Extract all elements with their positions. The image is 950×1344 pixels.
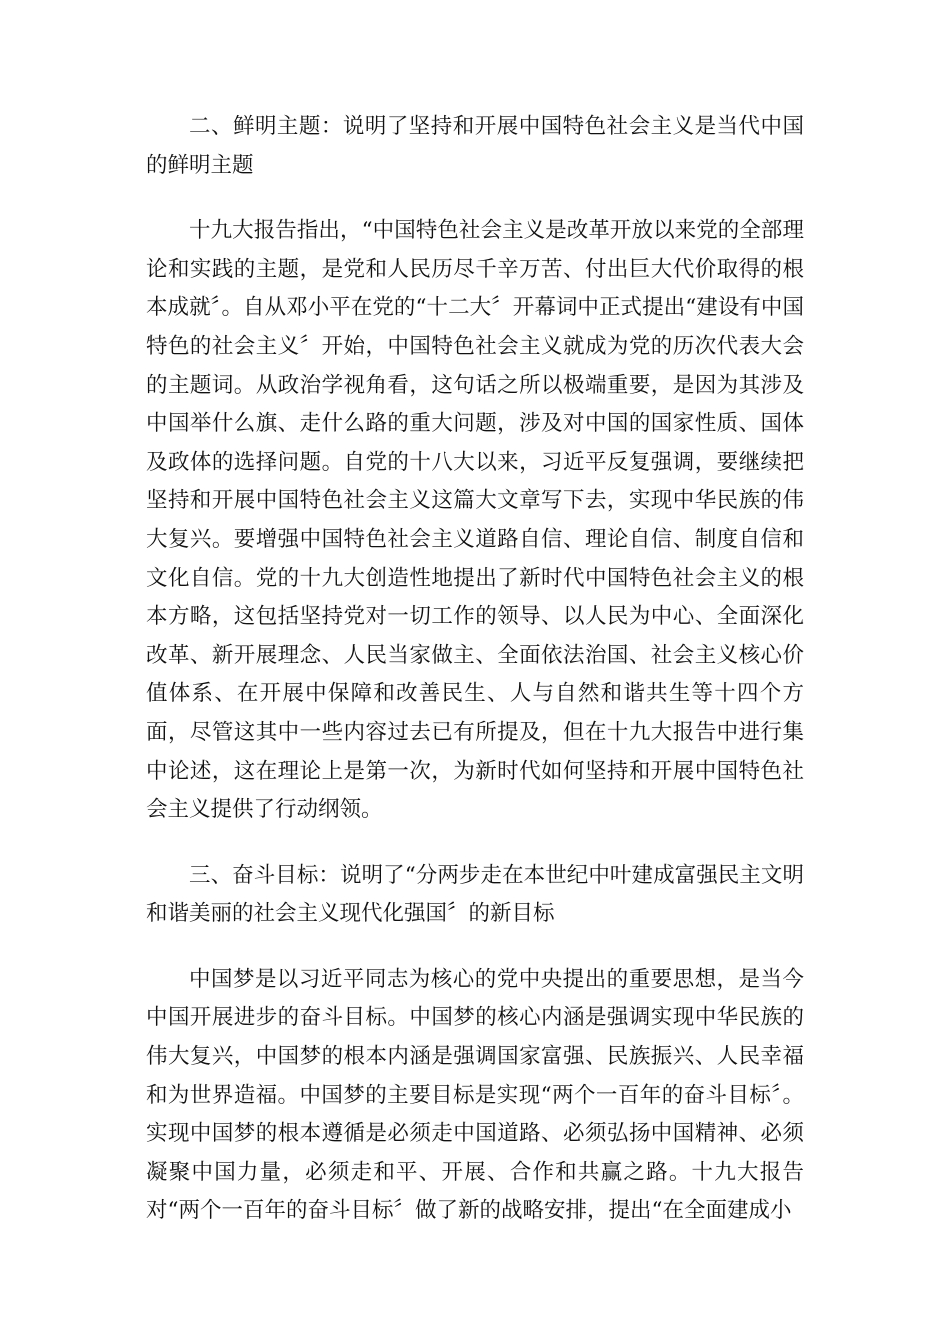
section-heading-2: 二、鲜明主题：说明了坚持和开展中国特色社会主义是当代中国的鲜明主题	[146, 114, 804, 178]
section-heading-3: 三、奋斗目标：说明了“分两步走在本世纪中叶建成富强民主文明和谐美丽的社会主义现代化强国〞的新目标	[146, 862, 804, 927]
body-paragraph-3: 中国梦是以习近平同志为核心的党中央提出的重要思想，是当今中国开展进步的奋斗目标。中国梦的核心内涵是强调实现中华民族的伟大复兴，中国梦的根本内涵是强调国家富强、民族振兴、人民幸福和为世界造福。中国梦的主要目标是实现“两个一百年的奋斗目标〞。实现中国梦的根本遵循是必须走中国道路、必须弘扬中国精神、必须凝聚中国力量，必须走和平、开展、合作和共赢之路。十九大报告对“两个一百年的奋斗目标〞做了新的战略安排，提出“在全面建成小	[146, 966, 804, 1224]
body-paragraph-2: 十九大报告指出，“中国特色社会主义是改革开放以来党的全部理论和实践的主题，是党和人民历尽千辛万苦、付出巨大代价取得的根本成就〞。自从邓小平在党的“十二大〞开幕词中正式提出“建设有中国特色的社会主义〞开始，中国特色社会主义就成为党的历次代表大会的主题词。从政治学视角看，这句话之所以极端重要，是因为其涉及中国举什么旗、走什么路的重大问题，涉及对中国的国家性质、国体及政体的选择问题。自党的十八大以来，习近平反复强调，要继续把坚持和开展中国特色社会主义这篇大文章写下去，实现中华民族的伟大复兴。要增强中国特色社会主义道路自信、理论自信、制度自信和文化自信。党的十九大创造性地提出了新时代中国特色社会主义的根本方略，这包括坚持党对一切工作的领导、以人民为中心、全面深化改革、新开展理念、人民当家做主、全面依法治国、社会主义核心价值体系、在开展中保障和改善民生、人与自然和谐共生等十四个方面，尽管这其中一些内容过去已有所提及，但在十九大报告中进行集中论述，这在理论上是第一次，为新时代如何坚持和开展中国特色社会主义提供了行动纲领。	[146, 218, 804, 823]
document-page	[146, 108, 804, 1258]
